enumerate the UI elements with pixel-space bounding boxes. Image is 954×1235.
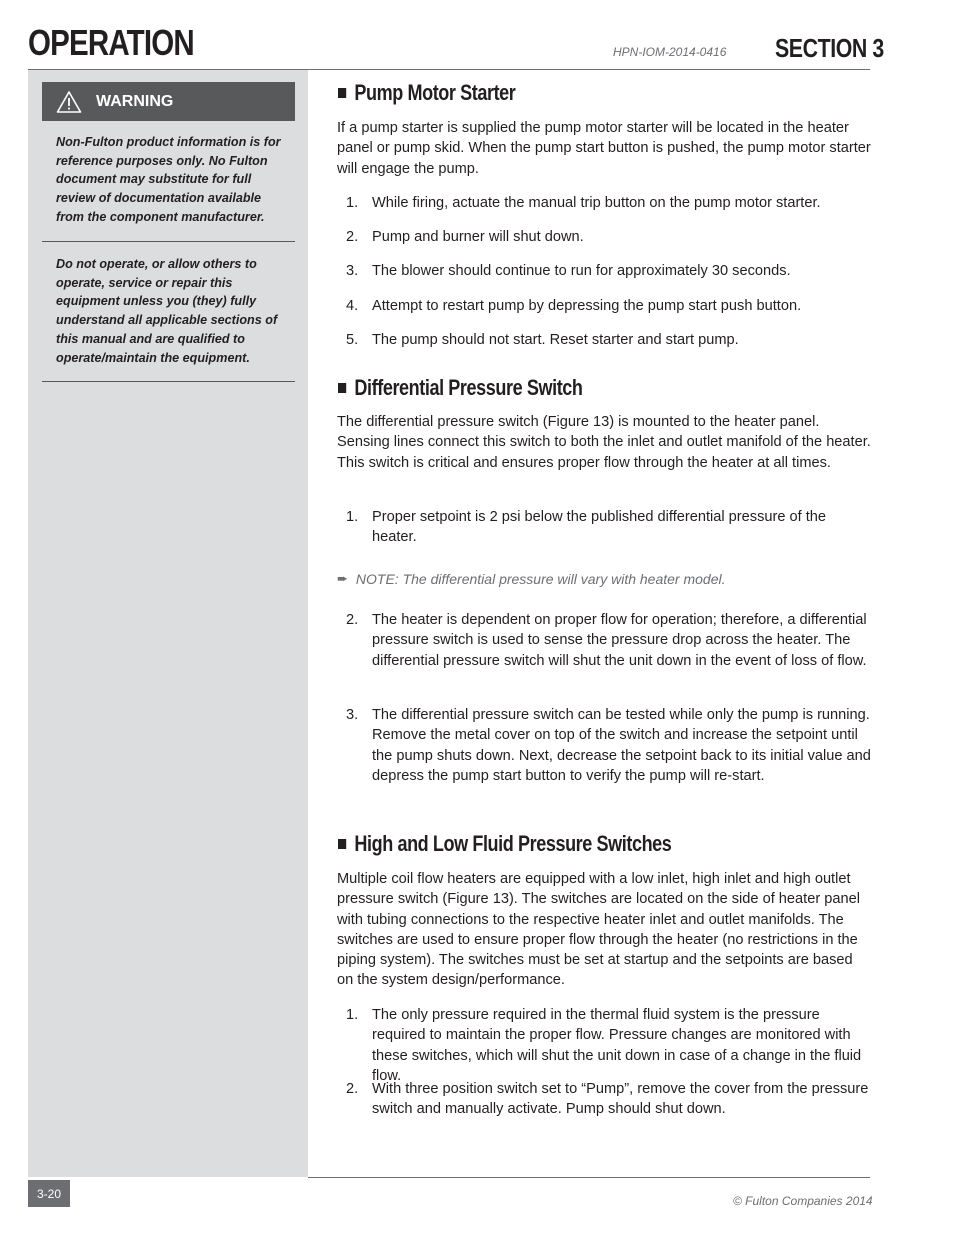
sidebar-divider xyxy=(42,381,295,382)
warning-triangle-icon xyxy=(56,90,82,114)
warning-header xyxy=(42,82,295,121)
heading-differential-pressure-switch: Differential Pressure Switch xyxy=(338,375,583,401)
fluid-switches-intro: Multiple coil flow heaters are equipped with a low inlet, high inlet and high outlet pressure switch (Figure 13). The switches are located on the side of heater panel with tubing connections to the respective heater inlet and outlet manifolds. The switches are used to ensure proper flow through the heater (no restrictions in the piping system). The switches must be set at startup and the setpoints are based on the system design/performance. xyxy=(337,871,860,989)
document-number: HPN-IOM-2014-0416 xyxy=(613,45,727,59)
section-label: SECTION 3 xyxy=(775,33,884,63)
heading-fluid-pressure-switches: High and Low Fluid Pressure Switches xyxy=(338,831,671,857)
warning-text-2: Do not operate, or allow others to operate, service or repair this equipment unless you (they) fully understand all applicable sections of this manual and are qualified to operate/maintain the equipment. xyxy=(56,257,278,365)
sidebar-background xyxy=(28,70,308,1177)
warning-text-1: Non-Fulton product information is for reference purposes only. No Fulton document may substitute for full review of documentation available from the component manufacturer. xyxy=(56,135,281,224)
bullet-square-icon xyxy=(338,383,346,393)
diff-switch-intro: The differential pressure switch (Figure 13) is mounted to the heater panel. Sensing lines connect this switch to both the inlet and outlet manifold of the heater. This switch is critical and ensures proper flow through the heater at all times. xyxy=(337,414,871,471)
bullet-square-icon xyxy=(338,839,346,849)
note: ➨ NOTE: The differential pressure will vary with heater model. xyxy=(337,571,726,587)
sidebar-divider xyxy=(42,241,295,242)
page-title: OPERATION xyxy=(28,22,194,63)
warning-label: WARNING xyxy=(96,92,174,110)
header-rule xyxy=(28,69,870,70)
copyright: © Fulton Companies 2014 xyxy=(733,1194,873,1208)
note-arrow-icon: ➨ xyxy=(337,571,348,586)
pump-motor-intro: If a pump starter is supplied the pump motor starter will be located in the heater panel or pump skid. When the pump start button is pushed, the pump motor starter will engage the pump. xyxy=(337,120,871,177)
heading-pump-motor-starter: Pump Motor Starter xyxy=(338,80,515,106)
bullet-square-icon xyxy=(338,88,346,98)
page-number: 3-20 xyxy=(28,1180,70,1207)
footer-rule xyxy=(308,1177,870,1178)
